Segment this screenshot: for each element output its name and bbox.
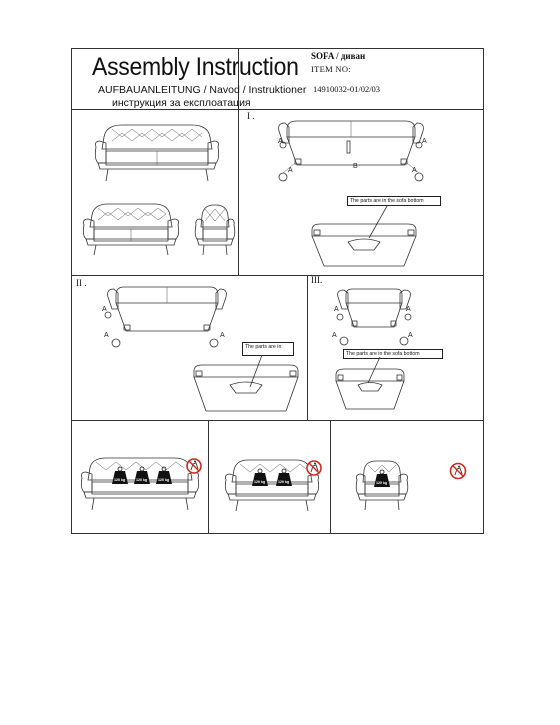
armchair-illustration: [194, 201, 236, 257]
weight-limit-chair: [354, 457, 410, 513]
no-standing-icon: [307, 461, 321, 475]
part-a-label: A: [288, 167, 293, 174]
weight-limit-two-seat: [222, 456, 326, 514]
divider-row2-vertical: [307, 275, 308, 420]
weight-label: 120 kg: [136, 478, 148, 482]
subtitle-line1: AUFBAUANLEITUNG / Navod / Instruktioner: [98, 84, 307, 96]
item-number-label: ITEM NO:: [311, 64, 351, 74]
weight-label: 120 kg: [278, 480, 290, 484]
part-a-label: A: [422, 138, 427, 145]
step-2-label: II .: [76, 278, 87, 288]
step-2-sofa-upside-down: [102, 285, 232, 355]
part-a-label: A: [220, 332, 225, 339]
step-2-sofa-bottom-view: [186, 363, 306, 415]
part-a-label: A: [412, 167, 417, 174]
item-code: 14910032-01/02/03: [313, 84, 381, 94]
no-standing-icon: [187, 459, 201, 473]
step-1-label: I .: [247, 111, 255, 121]
divider-header: [72, 109, 483, 110]
part-a-label: A: [406, 306, 411, 313]
part-a-label: A: [408, 332, 413, 339]
part-a-label: A: [334, 306, 339, 313]
divider-row1: [72, 275, 483, 276]
divider-row3-vertical-1: [208, 420, 209, 534]
instruction-sheet: [71, 48, 484, 534]
part-a-label: A: [278, 138, 283, 145]
weight-icon: [374, 470, 390, 487]
sofa-three-seat-illustration: [92, 119, 222, 184]
divider-row3-vertical-2: [330, 420, 331, 534]
divider-row1-vertical: [238, 109, 239, 275]
weight-label: 120 kg: [254, 480, 266, 484]
part-a-label: A: [102, 306, 107, 313]
weight-label: 120 kg: [114, 478, 126, 482]
step-3-label: III.: [311, 275, 323, 285]
no-standing-icon: [448, 461, 468, 481]
step-3-chair-upside-down: [334, 287, 414, 349]
divider-row2: [72, 420, 483, 421]
weight-icon: [252, 469, 268, 486]
sofa-two-seat-illustration: [80, 199, 182, 257]
part-b-label: B: [353, 163, 358, 170]
product-name: SOFA / диван: [311, 51, 366, 61]
weight-icon: [134, 467, 150, 484]
part-a-label: A: [332, 332, 337, 339]
weight-icon: [156, 467, 172, 484]
part-a-label: A: [104, 332, 109, 339]
step-1-sofa-bottom-view: [304, 222, 424, 272]
step-3-chair-bottom-view: [330, 367, 410, 413]
step-1-callout: The parts are in the sofa bottom: [347, 196, 441, 206]
weight-label: 120 kg: [376, 481, 388, 485]
step-2-callout: The parts are in: [242, 342, 294, 356]
step-1-part-labels: [272, 134, 442, 194]
weight-limit-three-seat: [78, 454, 208, 514]
step-3-callout: The parts are in the sofa bottom: [343, 349, 443, 359]
weight-label: 120 kg: [158, 478, 170, 482]
subtitle-line2: инструкция за експлоатация: [112, 97, 251, 109]
page-title: Assembly Instruction: [92, 53, 299, 81]
